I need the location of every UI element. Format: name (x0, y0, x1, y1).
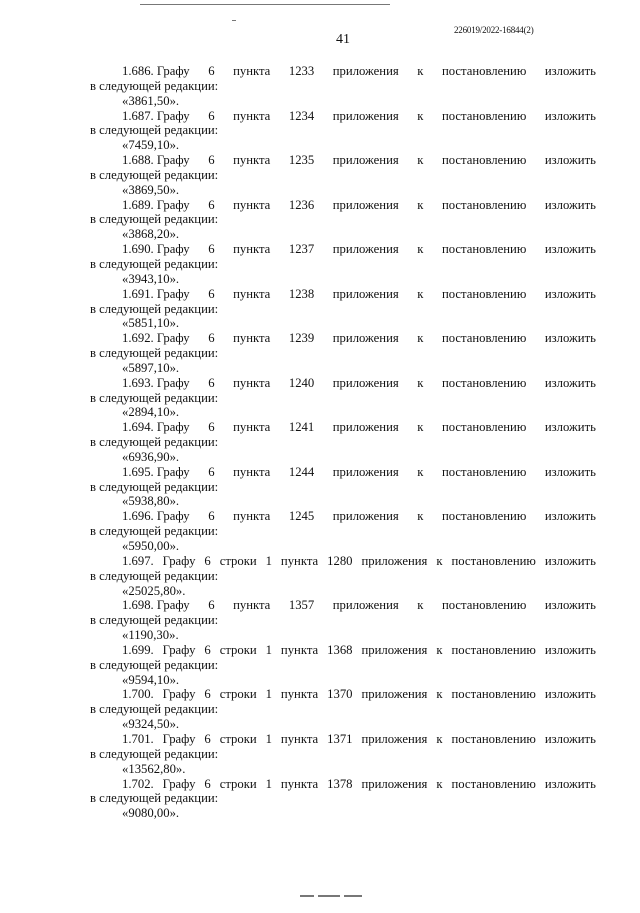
word: приложения (332, 598, 399, 613)
word: постановлению (451, 687, 536, 702)
word: пункта (233, 108, 271, 123)
word: к (417, 64, 424, 78)
word: 6 (208, 331, 215, 346)
word: 1378 (327, 776, 353, 791)
paragraph-continuation: в следующей редакции: (90, 212, 219, 227)
bottom-scan-mark (300, 895, 390, 901)
word: приложения (332, 509, 399, 524)
new-value: «9080,00». (122, 806, 180, 821)
paragraph-continuation: в следующей редакции: (90, 568, 219, 583)
word: пункта (233, 464, 271, 479)
word: к (417, 242, 424, 257)
paragraph-continuation: в следующей редакции: (90, 791, 219, 806)
word: 1.686. Графу (122, 64, 190, 78)
word: приложения (361, 731, 428, 746)
word: 1.690. Графу (122, 242, 190, 257)
new-value: «1190,30». (122, 628, 179, 643)
word: 1 (265, 553, 272, 568)
word: Графу (162, 642, 196, 657)
word: изложить (544, 331, 596, 346)
word: изложить (544, 108, 596, 123)
word: пункта (233, 242, 271, 257)
document-id: 226019/2022-16844(2) (454, 25, 534, 35)
word: постановлению (441, 420, 527, 435)
word: постановлению (451, 642, 536, 657)
word: 1.698. Графу (122, 598, 190, 613)
word: изложить (544, 553, 596, 568)
word: 6 (204, 642, 211, 657)
word: 6 (204, 687, 211, 702)
paragraph-continuation: в следующей редакции: (90, 78, 219, 93)
paragraph-continuation: в следующей редакции: (90, 301, 219, 316)
word: постановлению (441, 509, 527, 524)
word: постановлению (441, 242, 527, 257)
word: к (436, 687, 443, 702)
paragraph-continuation: в следующей редакции: (90, 702, 219, 717)
word: к (436, 731, 443, 746)
word: изложить (544, 375, 596, 390)
word: 1.696. Графу (122, 509, 190, 524)
word: Графу (162, 553, 196, 568)
document-body (90, 64, 596, 821)
word: 1.702. (122, 776, 154, 791)
paragraph-first-line (90, 64, 596, 79)
paragraph-first-line (90, 465, 596, 480)
word: 6 (208, 375, 215, 390)
word: приложения (361, 642, 428, 657)
word: к (417, 286, 424, 301)
word: пункта (233, 64, 271, 78)
word: 1.699. (122, 642, 154, 657)
word: постановлению (441, 598, 527, 613)
word: 1368 (327, 642, 353, 657)
word: 1235 (288, 153, 315, 168)
word: к (436, 776, 443, 791)
word: изложить (544, 642, 596, 657)
paragraph-continuation: в следующей редакции: (90, 435, 219, 450)
paragraph-continuation: в следующей редакции: (90, 256, 219, 271)
word: к (417, 375, 424, 390)
word: к (436, 553, 443, 568)
word: 1.693. Графу (122, 375, 190, 390)
word: изложить (544, 64, 596, 78)
word: постановлению (441, 464, 527, 479)
word: 1.691. Графу (122, 286, 190, 301)
word: 1.692. Графу (122, 331, 190, 346)
word: изложить (544, 598, 596, 613)
word: приложения (332, 153, 399, 168)
word: к (436, 642, 443, 657)
word: пункта (233, 331, 271, 346)
word: строки (219, 553, 257, 568)
paragraph-continuation: в следующей редакции: (90, 346, 219, 361)
word: к (417, 331, 424, 346)
word: Графу (162, 687, 196, 702)
paragraph-first-line (90, 777, 596, 792)
word: постановлению (441, 108, 527, 123)
word: изложить (544, 509, 596, 524)
new-value: «3869,50». (122, 182, 180, 197)
word: строки (219, 776, 257, 791)
word: 1371 (327, 731, 353, 746)
word: 1245 (288, 509, 315, 524)
word: постановлению (441, 375, 527, 390)
word: постановлению (441, 331, 527, 346)
word: 1244 (288, 464, 315, 479)
word: строки (219, 687, 257, 702)
word: 6 (208, 598, 215, 613)
word: постановлению (441, 153, 527, 168)
word: приложения (332, 420, 399, 435)
word: 1237 (288, 242, 315, 257)
word: 6 (208, 64, 215, 78)
word: 1.694. Графу (122, 420, 190, 435)
paragraph-continuation: в следующей редакции: (90, 657, 219, 672)
word: приложения (332, 331, 399, 346)
paragraph-first-line (90, 242, 596, 257)
word: к (417, 197, 424, 212)
word: изложить (544, 731, 596, 746)
word: к (417, 598, 424, 613)
paragraph-first-line (90, 509, 596, 524)
word: 1280 (327, 553, 353, 568)
word: пункта (233, 509, 271, 524)
word: 1.700. (122, 687, 154, 702)
word: к (417, 420, 424, 435)
word: строки (219, 642, 257, 657)
word: 1.687. Графу (122, 108, 190, 123)
word: изложить (544, 242, 596, 257)
word: Графу (162, 731, 196, 746)
paragraph-first-line (90, 687, 596, 702)
word: изложить (544, 153, 596, 168)
word: изложить (544, 420, 596, 435)
word: изложить (544, 687, 596, 702)
paragraph-first-line (90, 732, 596, 747)
word: 1 (265, 776, 272, 791)
paragraph-first-line (90, 554, 596, 569)
new-value: «13562,80». (122, 761, 186, 776)
new-value: «5897,10». (122, 360, 180, 375)
paragraph-first-line (90, 109, 596, 124)
word: 1.689. Графу (122, 197, 190, 212)
word: постановлению (451, 776, 536, 791)
word: пункта (280, 553, 319, 568)
word: к (417, 108, 424, 123)
word: пункта (233, 375, 271, 390)
new-value: «5950,00». (122, 539, 180, 553)
new-value: «3861,50». (122, 93, 180, 108)
word: 1241 (288, 420, 315, 435)
word: постановлению (441, 197, 527, 212)
word: к (417, 153, 424, 168)
word: 6 (208, 242, 215, 257)
new-value: «5938,80». (122, 494, 180, 509)
word: 6 (208, 509, 215, 524)
new-value: «6936,90». (122, 449, 180, 464)
word: 1.697. (122, 553, 154, 568)
word: приложения (332, 64, 399, 78)
word: 1234 (288, 108, 315, 123)
paragraph-continuation: в следующей редакции: (90, 123, 219, 138)
word: 6 (204, 731, 211, 746)
top-rule (140, 4, 390, 5)
word: пункта (280, 731, 319, 746)
word: пункта (233, 197, 271, 212)
new-value: «9324,50». (122, 717, 180, 732)
word: 1233 (288, 64, 315, 78)
word: 6 (208, 420, 215, 435)
word: приложения (332, 464, 399, 479)
word: пункта (280, 776, 319, 791)
word: пункта (280, 687, 319, 702)
word: пункта (233, 286, 271, 301)
paragraph-first-line (90, 598, 596, 613)
word: постановлению (441, 64, 527, 78)
paragraph-continuation: в следующей редакции: (90, 746, 219, 761)
new-value: «3868,20». (122, 227, 180, 242)
word: 6 (208, 197, 215, 212)
word: Графу (162, 776, 196, 791)
word: 1 (265, 642, 272, 657)
word: 1 (265, 731, 272, 746)
paragraph-continuation: в следующей редакции: (90, 524, 219, 539)
word: постановлению (451, 553, 536, 568)
new-value: «3943,10». (122, 271, 180, 286)
word: к (417, 509, 424, 524)
new-value: «2894,10». (122, 405, 180, 420)
word: 1240 (288, 375, 315, 390)
word: приложения (332, 286, 399, 301)
word: приложения (332, 197, 399, 212)
word: 6 (204, 553, 211, 568)
word: приложения (361, 687, 428, 702)
paragraph-continuation: в следующей редакции: (90, 479, 219, 494)
word: изложить (544, 776, 596, 791)
paragraph-continuation: в следующей редакции: (90, 613, 219, 628)
word: 1238 (288, 286, 315, 301)
word: 1.688. Графу (122, 153, 190, 168)
new-value: «9594,10». (122, 672, 180, 687)
word: приложения (332, 108, 399, 123)
word: 1.695. Графу (122, 464, 190, 479)
word: постановлению (451, 731, 536, 746)
word: приложения (361, 553, 428, 568)
paragraph-first-line (90, 376, 596, 391)
new-value: «25025,80». (122, 583, 186, 598)
word: изложить (544, 286, 596, 301)
word: 6 (208, 108, 215, 123)
word: 1236 (288, 197, 315, 212)
paragraph-first-line (90, 287, 596, 302)
word: 6 (208, 286, 215, 301)
word: приложения (332, 375, 399, 390)
word: пункта (280, 642, 319, 657)
page-number: 41 (336, 32, 350, 47)
paragraph-first-line (90, 198, 596, 213)
word: приложения (332, 242, 399, 257)
word: приложения (361, 776, 428, 791)
word: 6 (208, 464, 215, 479)
word: 1370 (327, 687, 353, 702)
paragraph-first-line (90, 420, 596, 435)
paragraph-continuation: в следующей редакции: (90, 167, 219, 182)
word: пункта (233, 598, 271, 613)
paragraph-first-line (90, 643, 596, 658)
word: 1 (265, 687, 272, 702)
new-value: «7459,10». (122, 138, 180, 153)
paragraph-continuation: в следующей редакции: (90, 390, 219, 405)
word: изложить (544, 464, 596, 479)
word: 1.701. (122, 731, 154, 746)
word: 6 (204, 776, 211, 791)
paragraph-first-line (90, 331, 596, 346)
word: 1239 (288, 331, 315, 346)
word: 1357 (288, 598, 315, 613)
new-value: «5851,10». (122, 316, 180, 331)
word: пункта (233, 420, 271, 435)
paragraph-first-line (90, 153, 596, 168)
word: пункта (233, 153, 271, 168)
word: к (417, 464, 424, 479)
word: постановлению (441, 286, 527, 301)
word: изложить (544, 197, 596, 212)
word: 6 (208, 153, 215, 168)
word: строки (219, 731, 257, 746)
scan-mark (232, 20, 236, 21)
